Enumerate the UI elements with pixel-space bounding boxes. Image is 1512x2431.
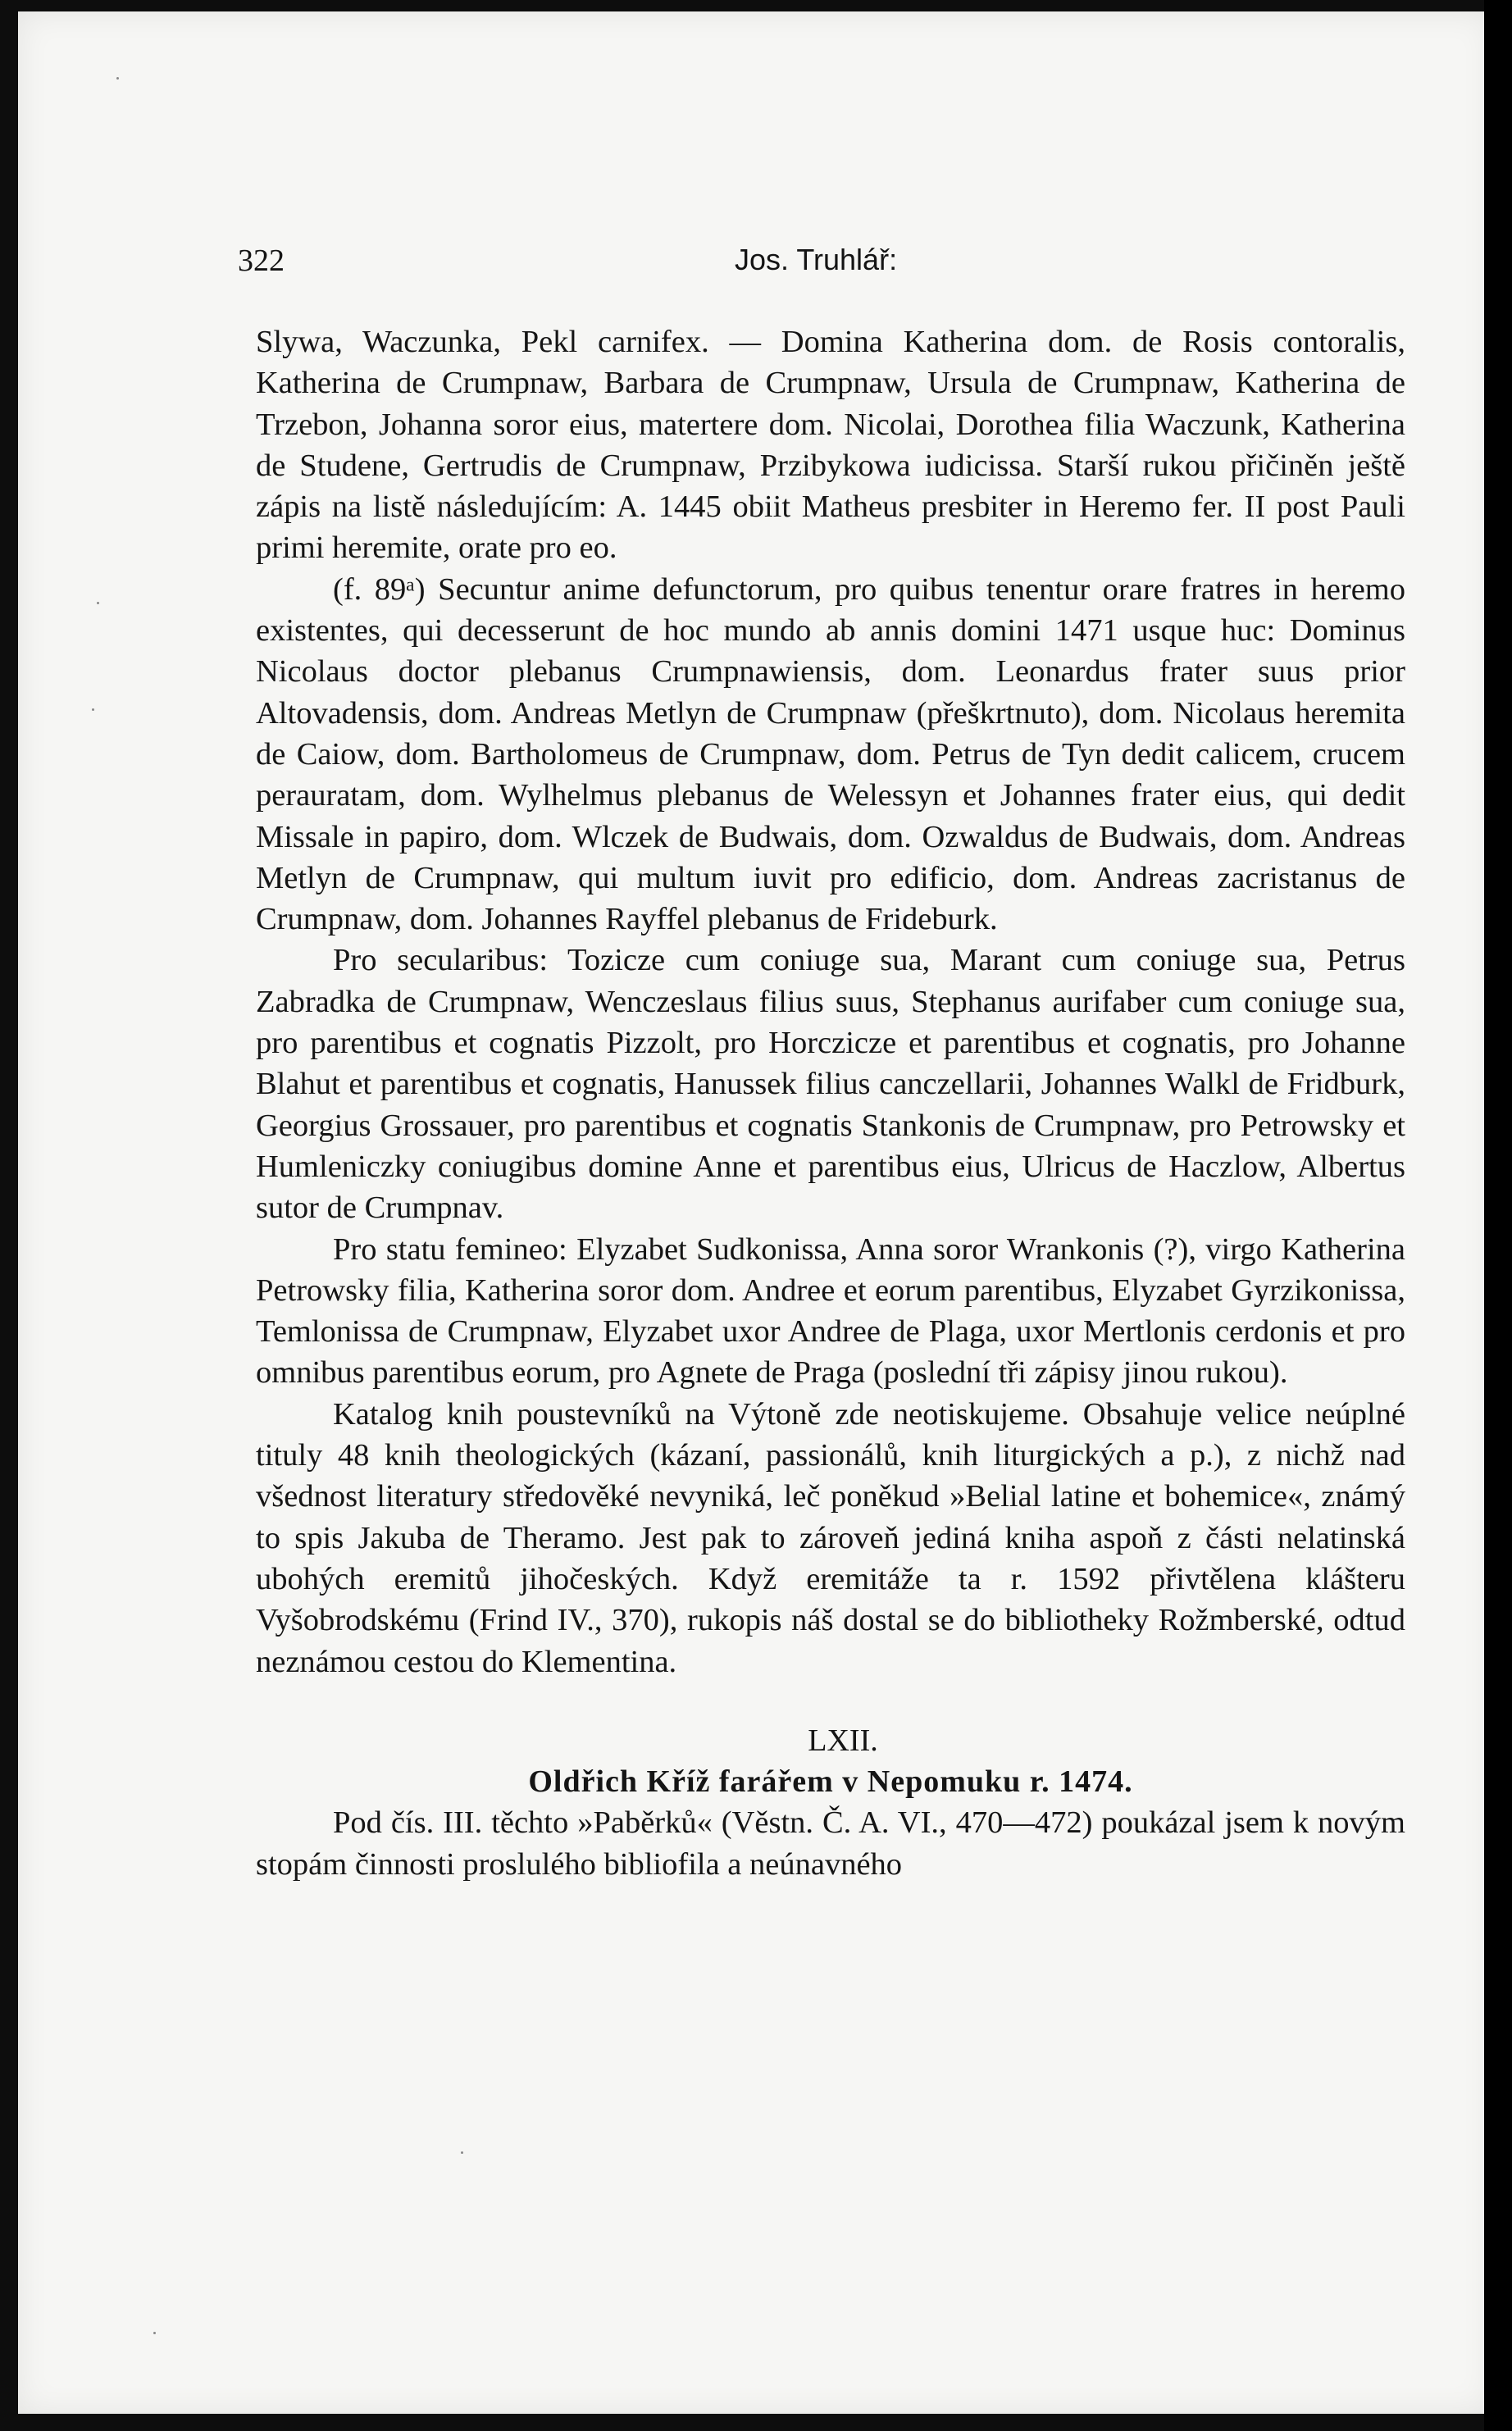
section-paragraph: Pod čís. III. těchto »Paběrků« (Věstn. Č. A. VI., 470—472) poukázal jsem k novým stopám činnosti proslulého bibliofila a neúnavného xyxy=(256,1805,1405,1882)
book-page xyxy=(18,11,1492,2414)
section-title: Oldřich Kříž farářem v Nepomuku r. 1474. xyxy=(528,1764,1133,1800)
paragraph-continued: Slywa, Waczunka, Pekl carnifex. — Domina Katherina dom. de Rosis contoralis, Katherina de Crumpnaw, Barbara de Crumpnaw, Ursula de Crumpnaw, Katherina de Trzebon, Johanna soror eius, matertere dom. Nicolai, Dorothea filia Waczunk, Katherina de Studene, Gertrudis de Crumpnaw, Przibykowa iudicissa. Starší rukou přičiněn ještě zápis na listě následujícím: A. 1445 obiit Matheus presbiter in Heremo fer. II post Pauli primi heremite, orate pro eo. xyxy=(256,325,1405,566)
page-edge-shadow xyxy=(1484,0,1512,2431)
paper-speck xyxy=(92,708,94,711)
paragraph: Pro statu femineo: Elyzabet Sudkonissa, Anna soror Wrankonis (?), virgo Katherina Petrowsky filia, Katherina soror dom. Andree et eorum parentibus, Elyzabet Gyrzikonissa, Temlonissa de Crumpnaw, Elyzabet uxor Andree de Plaga, uxor Mertlonis cerdonis et pro omnibus parentibus eorum, pro Agnete de Praga (poslední tři zápisy jinou rukou). xyxy=(256,1231,1405,1391)
paragraph: Pro secularibus: Tozicze cum coniuge sua, Marant cum coniuge sua, Petrus Zabradka de Crumpnaw, Wenczeslaus filius suus, Stephanus aurifaber cum coniuge sua, pro parentibus et cognatis Pizzolt, pro Horczicze et parentibus et cognatis, pro Johanne Blahut et parentibus et cognatis, Hanussek filius canczellarii, Johannes Walkl de Fridburk, Georgius Grossauer, pro parentibus et cognatis Stankonis de Crumpnaw, pro Petrowsky et Humleniczky coniugibus domine Anne et parentibus eius, Ulricus de Haczlow, Albertus sutor de Crumpnav. xyxy=(256,943,1405,1226)
running-title: Jos. Truhlář: xyxy=(735,243,898,276)
paper-speck xyxy=(153,2332,156,2334)
body-text xyxy=(256,321,1405,1885)
section-number: LXII. xyxy=(808,1723,878,1758)
paper-speck xyxy=(97,602,99,604)
paragraph: (f. 89ᵃ) Secuntur anime defunctorum, pro quibus tenentur orare fratres in heremo existentes, qui decesserunt de hoc mundo ab annis domini 1471 usque huc: Dominus Nicolaus doctor plebanus Crumpnawiensis, dom. Leonardus frater suus prior Altovadensis, dom. Andreas Metlyn de Crumpnaw (přeškrtnuto), dom. Nicolaus heremita de Caiow, dom. Bartholomeus de Crumpnaw, dom. Petrus de Tyn dedit calicem, crucem perauratam, dom. Wylhelmus plebanus de Welessyn et Johannes frater eius, qui dedit Missale in papiro, dom. Wlczek de Budwais, dom. Ozwaldus de Budwais, dom. Andreas Metlyn de Crumpnaw, qui multum iuvit pro edificio, dom. Andreas zacristanus de Crumpnaw, dom. Johannes Rayffel plebanus de Frideburk. xyxy=(256,571,1405,937)
page-header xyxy=(18,243,1492,284)
paragraph: Katalog knih poustevníků na Výtoně zde neotiskujeme. Obsahuje velice neúplné tituly 48 knih theologických (kázaní, passionálů, knih liturgických a p.), z nichž nad všednost literatury středověké nevyniká, leč poněkud »Belial latine et bohemice«, známý to spis Jakuba de Theramo. Jest pak to zároveň jediná kniha aspoň z části nelatinská ubohých eremitů jihočeských. Když eremitáže ta r. 1592 přivtělena klášteru Vyšobrodskému (Frind IV., 370), rukopis náš dostal se do bibliotheky Rožmberské, odtud neznámou cestou do Klementina. xyxy=(256,1396,1405,1679)
page-number: 322 xyxy=(238,244,285,278)
section-spacer xyxy=(256,1682,1405,1720)
paper-speck xyxy=(461,2151,463,2154)
paper-speck xyxy=(116,77,119,80)
